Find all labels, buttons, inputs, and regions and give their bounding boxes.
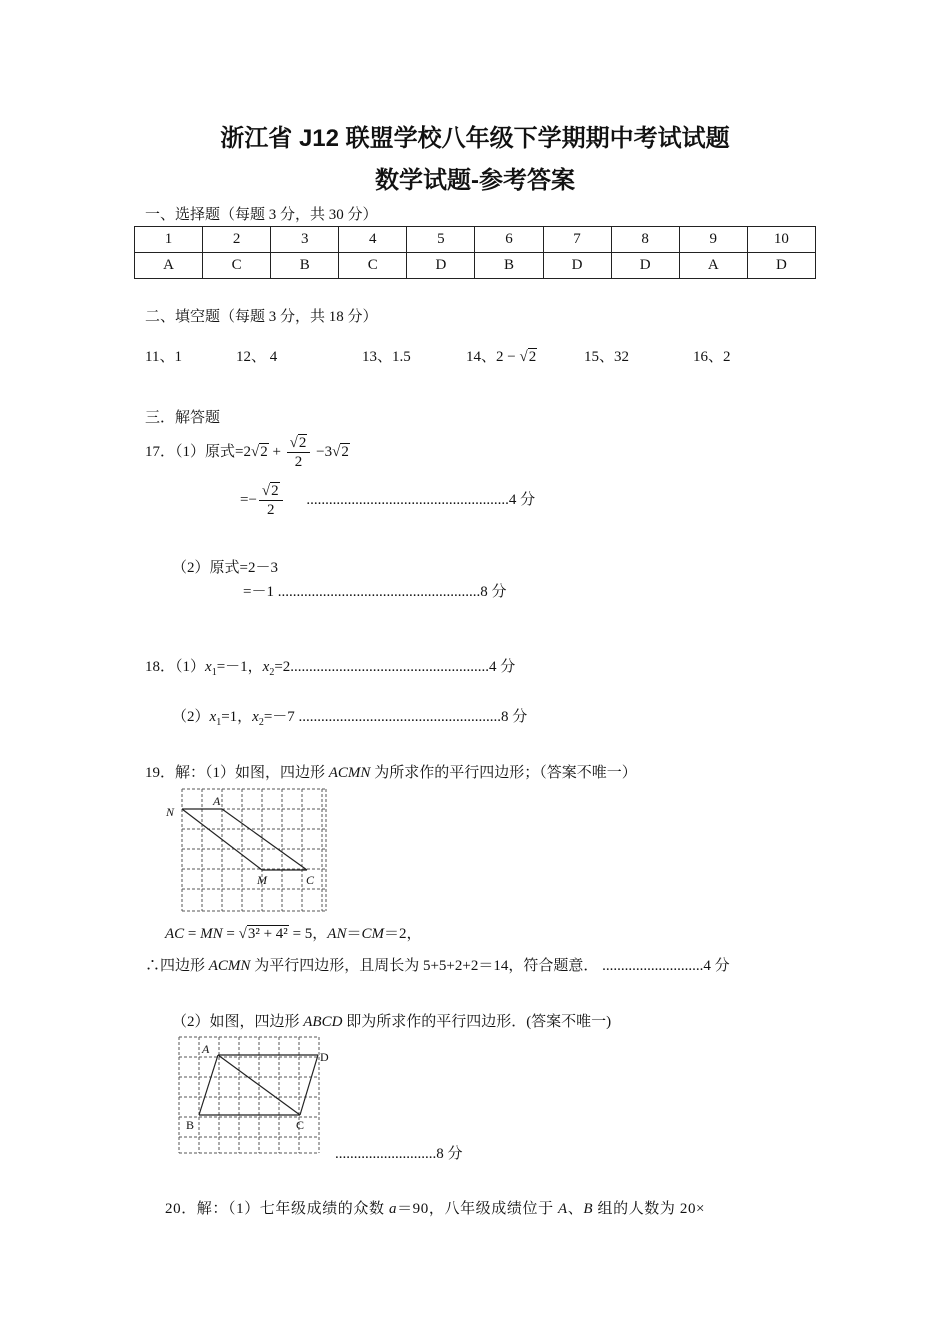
fraction-denominator: 2 [267, 502, 275, 519]
text: ∴四边形 [145, 958, 209, 974]
text: （2）如图，四边形 [172, 1014, 304, 1030]
fraction [259, 482, 283, 519]
table-cell: B [271, 253, 339, 279]
table-cell: 5 [407, 227, 475, 253]
sqrt-expression: √3² + 4² [238, 926, 288, 942]
table-cell: 3 [271, 227, 339, 253]
point-label-n: N [166, 805, 175, 819]
radicand: 2 [528, 349, 537, 365]
value: ＝2， [383, 926, 422, 942]
subscript: 1 [211, 667, 217, 678]
answer-16: 16、2 [693, 349, 731, 365]
table-cell: B [475, 253, 543, 279]
point-label-a: A [213, 794, 221, 808]
subscript: 2 [258, 717, 264, 728]
answer-14-prefix: 14、2 − [466, 349, 520, 365]
point-label-a: A [202, 1042, 210, 1056]
text: 为所求作的平行四边形；（答案不唯一） [370, 765, 637, 781]
section1-heading: 一、选择题（每题 3 分，共 30 分） [145, 207, 378, 223]
table-cell: 9 [679, 227, 747, 253]
operator: ＝ [346, 926, 362, 942]
table-cell: 4 [339, 227, 407, 253]
answer-13: 13、1.5 [362, 349, 411, 365]
document-title: 浙江省 J12 联盟学校八年级下学期期中考试试题 [220, 125, 730, 152]
text: 20．解：（1）七年级成绩的众数 [165, 1201, 389, 1217]
answer-table-answers-row [135, 253, 816, 279]
document-subtitle: 数学试题-参考答案 [375, 167, 575, 194]
segment: AC [165, 926, 185, 942]
point-label-b: B [186, 1118, 195, 1132]
point-label-c: C [296, 1118, 305, 1132]
q17-part2-line2: =－1 ......................................................8 分 [243, 584, 507, 600]
radicand: 2 [298, 435, 307, 452]
table-cell: D [611, 253, 679, 279]
part-label: （2） [172, 709, 210, 725]
sqrt-expression: √2 [519, 349, 537, 365]
radicand: 2 [271, 483, 279, 500]
operator: = [184, 926, 201, 942]
answer-12: 12、 4 [236, 349, 278, 365]
q17-part1-line2 [240, 480, 535, 520]
text: 19．解：（1）如图，四边形 [145, 765, 329, 781]
sqrt-expression: √2 [332, 444, 349, 460]
table-cell: D [543, 253, 611, 279]
group-b: B [583, 1201, 594, 1217]
table-cell: 6 [475, 227, 543, 253]
text: 、 [567, 1201, 584, 1217]
radicand: 3² + 4² [247, 926, 288, 942]
q18-part1 [145, 655, 515, 678]
table-cell: D [407, 253, 475, 279]
q19-conclusion [145, 954, 730, 975]
subscript: 2 [269, 667, 275, 678]
table-cell: 2 [203, 227, 271, 253]
score-marker: .....................................................4 分 [290, 659, 516, 675]
table-cell: D [747, 253, 815, 279]
shape-name: ABCD [303, 1014, 343, 1030]
table-cell: 1 [135, 227, 203, 253]
q17-label: 17．（1）原式=2 [145, 444, 251, 460]
answer-15: 15、32 [584, 349, 630, 365]
operator: = [222, 926, 239, 942]
point-label-d: D [320, 1050, 329, 1064]
section3-heading: 三．解答题 [145, 410, 221, 426]
value: = 5， [288, 926, 328, 942]
fraction-denominator: 2 [294, 454, 303, 471]
score-marker: ...........................4 分 [598, 958, 730, 974]
fraction-numerator: √2 [259, 482, 283, 501]
shape-name: ACMN [208, 958, 251, 974]
section2-heading: 二、填空题（每题 3 分，共 18 分） [145, 309, 378, 325]
variable-x: x [209, 709, 217, 725]
q17-part2-line1: （2）原式=2－3 [172, 560, 278, 576]
variable-a: a [388, 1201, 398, 1217]
q18-part2 [172, 705, 527, 728]
q19-equation [165, 922, 421, 943]
point-label-m: M [257, 873, 267, 887]
plus-sign: + [272, 444, 281, 460]
text: 组的人数为 20× [593, 1201, 706, 1217]
answer-table [134, 226, 816, 279]
point-label-c: C [306, 873, 315, 887]
text: ＝90，八年级成绩位于 [397, 1201, 559, 1217]
answer-14 [466, 345, 537, 366]
value: =－1， [216, 659, 263, 675]
segment: MN [200, 926, 223, 942]
table-cell: C [203, 253, 271, 279]
value: =1， [221, 709, 253, 725]
q19-intro [145, 761, 637, 782]
table-cell: 10 [747, 227, 815, 253]
q20-intro [165, 1197, 705, 1218]
variable-x: x [252, 709, 259, 725]
variable-x: x [205, 659, 212, 675]
group-a: A [558, 1201, 568, 1217]
score-marker: ......................................................8 分 [294, 709, 528, 725]
value: =2 [274, 659, 291, 675]
minus-term: −3 [316, 444, 333, 460]
segment: AN [327, 926, 347, 942]
grid-figure-1 [160, 785, 335, 915]
subscript: 1 [216, 717, 222, 728]
line2-prefix: =− [240, 492, 257, 508]
q17-part1-line1 [145, 432, 350, 472]
variable-x: x [262, 659, 270, 675]
radicand: 2 [341, 444, 349, 460]
value: =－7 [263, 709, 295, 725]
table-cell: A [135, 253, 203, 279]
fraction-numerator: √2 [287, 434, 311, 453]
radicand: 2 [260, 444, 268, 460]
q18-label: 18．（1） [145, 659, 206, 675]
q19-part2 [172, 1010, 611, 1031]
table-cell: C [339, 253, 407, 279]
text: 为平行四边形，且周长为 5+5+2+2＝14，符合题意． [250, 958, 599, 974]
table-cell: 7 [543, 227, 611, 253]
segment: CM [361, 926, 384, 942]
grid-figure-2 [172, 1033, 332, 1158]
table-cell: 8 [611, 227, 679, 253]
shape-name: ACMN [328, 765, 371, 781]
text: 即为所求作的平行四边形．(答案不唯一) [342, 1014, 612, 1030]
parallelogram-acmn [182, 809, 307, 870]
answer-11: 11、1 [145, 349, 182, 365]
sqrt-expression: √2 [250, 444, 268, 460]
table-cell: A [679, 253, 747, 279]
score-marker: ......................................................4 分 [306, 492, 536, 508]
fraction [287, 434, 311, 471]
q19-part2-score: ...........................8 分 [335, 1146, 463, 1162]
answer-table-numbers-row [135, 227, 816, 253]
dashed-grid [182, 789, 326, 911]
